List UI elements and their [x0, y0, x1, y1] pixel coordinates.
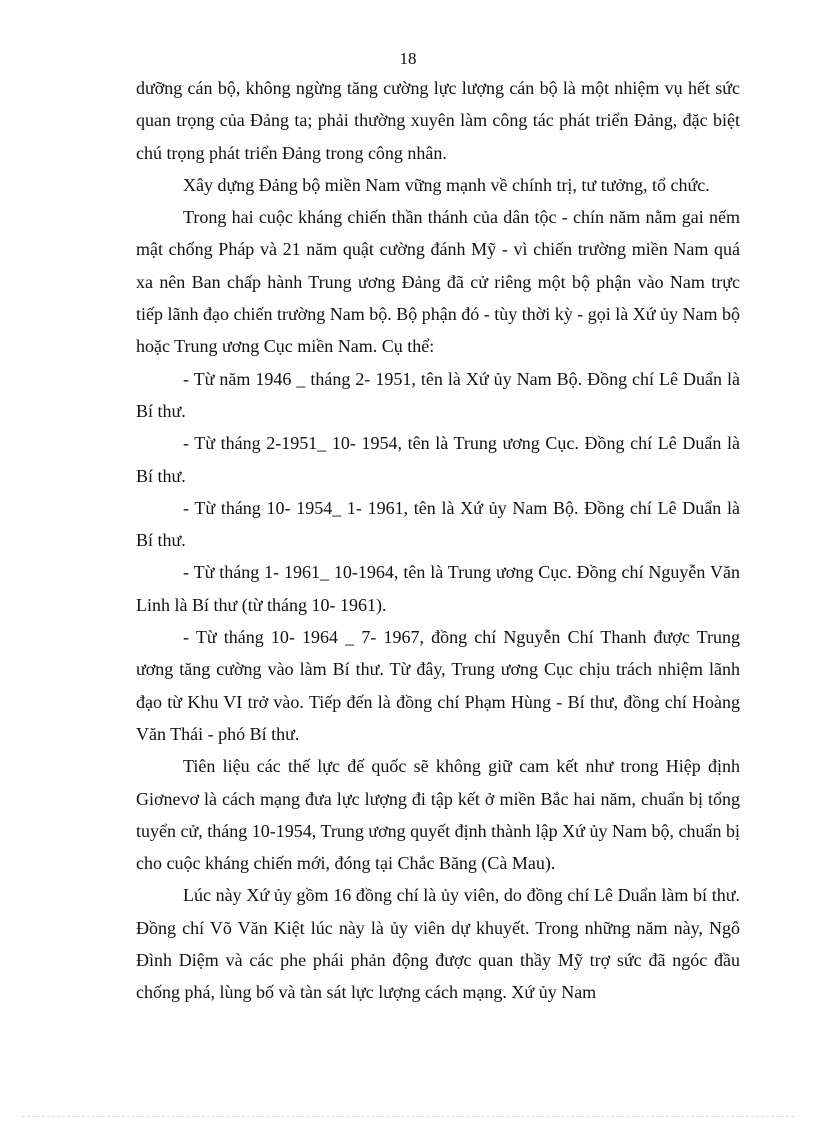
paragraph-1: dưỡng cán bộ, không ngừng tăng cường lực lượng cán bộ là một nhiệm vụ hết sức quan trọng của Đảng ta; phải thường xuyên làm công tác phát triển Đảng, đặc biệt chú trọng phát triển Đảng trong công nhân. — [136, 78, 740, 163]
paragraph-6: - Từ tháng 10- 1954_ 1- 1961, tên là Xứ ủy Nam Bộ. Đồng chí Lê Duẩn là Bí thư. — [136, 497, 740, 551]
paragraph-10: Lúc này Xứ ủy gồm 16 đồng chí là ủy viên, do đồng chí Lê Duẩn làm bí thư. Đồng chí Võ Văn Kiệt lúc này là ủy viên dự khuyết. Trong những năm này, Ngô Đình Diệm và các phe phái phản động được quan thầy Mỹ trợ sức đã ngóc đầu chống phá, lùng bố và tàn sát lực lượng cách mạng. Xứ ủy Nam — [136, 885, 740, 1003]
paragraph-9: Tiên liệu các thế lực đế quốc sẽ không giữ cam kết như trong Hiệp định Giơnevơ là cách mạng đưa lực lượng đi tập kết ở miền Bắc hai năm, chuẩn bị tổng tuyển cử, tháng 10-1954, Trung ương quyết định thành lập Xứ ủy Nam bộ, chuẩn bị cho cuộc kháng chiến mới, đóng tại Chắc Băng (Cà Mau). — [136, 756, 740, 874]
paragraph-2: Xây dựng Đảng bộ miền Nam vững mạnh về chính trị, tư tưởng, tổ chức. — [183, 174, 710, 195]
page-number: 18 — [399, 49, 417, 68]
paragraph-4: - Từ năm 1946 _ tháng 2- 1951, tên là Xứ ủy Nam Bộ. Đồng chí Lê Duẩn là Bí thư. — [136, 368, 740, 421]
paragraph-5: - Từ tháng 2-1951_ 10- 1954, tên là Trung ương Cục. Đồng chí Lê Duẩn là Bí thư. — [136, 433, 740, 486]
page-bottom-divider — [22, 1116, 794, 1117]
paragraph-3: Trong hai cuộc kháng chiến thần thánh của dân tộc - chín năm nằm gai nếm mật chống Pháp và 21 năm quật cường đánh Mỹ - vì chiến trường miền Nam quá xa nên Ban chấp hành Trung ương Đảng đã cử riêng một bộ phận vào Nam trực tiếp lãnh đạo chiến trường Nam bộ. Bộ phận đó - tùy thời kỳ - gọi là Xứ ủy Nam bộ hoặc Trung ương Cục miền Nam. Cụ thể: — [136, 207, 740, 357]
paragraph-8: - Từ tháng 10- 1964 _ 7- 1967, đồng chí Nguyễn Chí Thanh được Trung ương tăng cường vào làm Bí thư. Từ đây, Trung ương Cục chịu trách nhiệm lãnh đạo từ Khu VI trở vào. Tiếp đến là đồng chí Phạm Hùng - Bí thư, đồng chí Hoàng Văn Thái - phó Bí thư. — [136, 627, 740, 744]
paragraph-7: - Từ tháng 1- 1961_ 10-1964, tên là Trung ương Cục. Đồng chí Nguyễn Văn Linh là Bí thư (từ tháng 10- 1961). — [136, 562, 740, 615]
body-text — [136, 72, 740, 1009]
